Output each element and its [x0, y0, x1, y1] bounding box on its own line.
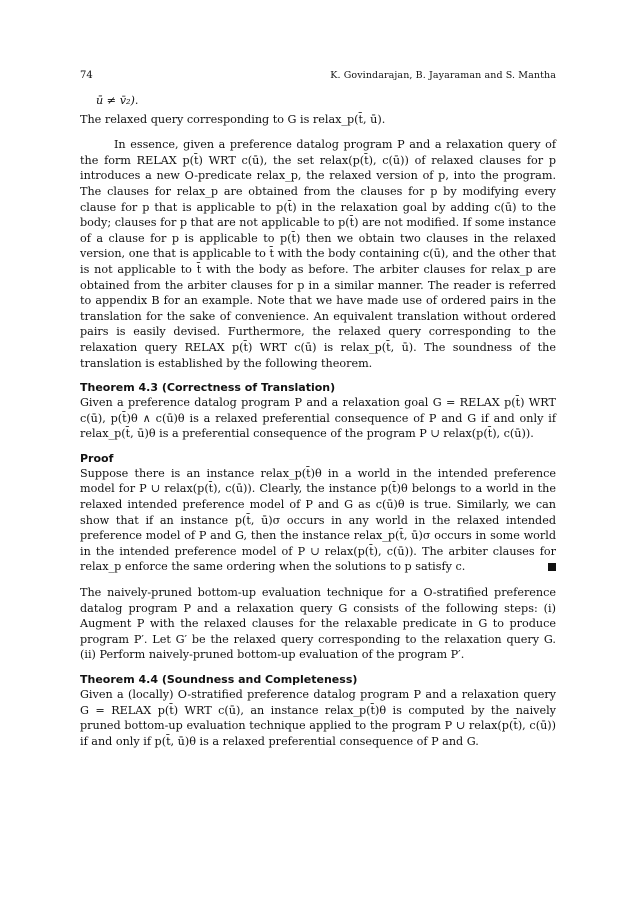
page-body [80, 93, 556, 749]
relaxed-query-sentence: The relaxed query corresponding to G is relax_p(t̄, ū). [80, 112, 386, 126]
proof-text: Suppose there is an instance relax_p(t̄)θ in a world in the intended preference model for P ∪ relax(p(t̄), c(ū)). Clearly, the instance p(t̄)θ belongs to a world in the relaxed intended preference model of P and G as c(ū)θ is true. Similarly, we can show that if an instance p(t̄, ū)σ occurs in any world in the relaxed intended preference model of P and G, then the instance relax_p(t̄, ū)σ occurs in some world in the intended preference model of P ∪ relax(p(t̄), c(ū)). The arbiter clauses for relax_p enforce the same ordering when the solutions to p satisfy c. [80, 466, 556, 574]
theorem-4-4-body: Given a (locally) O-stratified preference datalog program P and a relaxation query G = RELAX p(t̄) WRT c(ū), an instance relax_p(t̄)θ is computed by the naively pruned bottom-up evaluation technique applied to the program P ∪ relax(p(t̄), c(ū)) if and only if p(t̄, ū)θ is a relaxed preferential consequence of P and G. [80, 688, 556, 748]
proof-title: Proof [80, 451, 114, 465]
proof-body [80, 466, 556, 575]
page-number: 74 [80, 70, 93, 81]
formula-fragment: ū ≠ v̄₂). [96, 94, 139, 107]
qed-square-icon [548, 563, 556, 571]
theorem-4-4-title: Theorem 4.4 (Soundness and Completeness) [80, 673, 358, 686]
paragraph-evaluation-technique: The naively-pruned bottom-up evaluation technique for a O-stratified preference datalog program P and a relaxation query G consists of the following steps: (i) Augment P with the relaxed clauses for the relaxable predicate in G to produce program P′. Let G′ be the relaxed query corresponding to the relaxation query G. (ii) Perform naively-pruned bottom-up evaluation of the program P′. [80, 586, 556, 662]
paragraph-relaxed-clauses: In essence, given a preference datalog program P and a relaxation query of the form RELAX p(t̄) WRT c(ū), the set relax(p(t̄), c(ū)) of relaxed clauses for p introduces a new O-predicate relax_p, the relaxed version of p, into the program. The clauses for relax_p are obtained from the clauses for p by modifying every clause for p that is applicable to p(t̄) in the relaxation goal by adding c(ū) to the body; clauses for p that are not applicable to p(t̄) are not modified. If some instance of a clause for p is applicable to p(t̄) then we obtain two clauses in the relaxed version, one that is applicable to t̄ with the body containing c(ū), and the other that is not applicable to t̄ with the body as before. The arbiter clauses for relax_p are obtained from the arbiter clauses for p in a similar manner. The reader is referred to appendix B for an example. Note that we have made use of ordered pairs in the translation for the sake of convenience. An equivalent translation without ordered pairs is easily devised. Furthermore, the relaxed query corresponding to the relaxation query RELAX p(t̄) WRT c(ū) is relax_p(t̄, ū). The soundness of the translation is established by the following theorem. [80, 138, 556, 370]
running-head: K. Govindarajan, B. Jayaraman and S. Mantha [330, 70, 556, 81]
theorem-4-3-body: Given a preference datalog program P and a relaxation goal G = RELAX p(t̄) WRT c(ū), p(t̄)θ ∧ c(ū)θ is a relaxed preferential consequence of P and G if and only if relax_p(t̄, ū)θ is a preferential consequence of the program P ∪ relax(p(t̄), c(ū)). [80, 396, 556, 441]
theorem-4-3-title: Theorem 4.3 (Correctness of Translation) [80, 381, 336, 395]
page-header [80, 70, 556, 86]
